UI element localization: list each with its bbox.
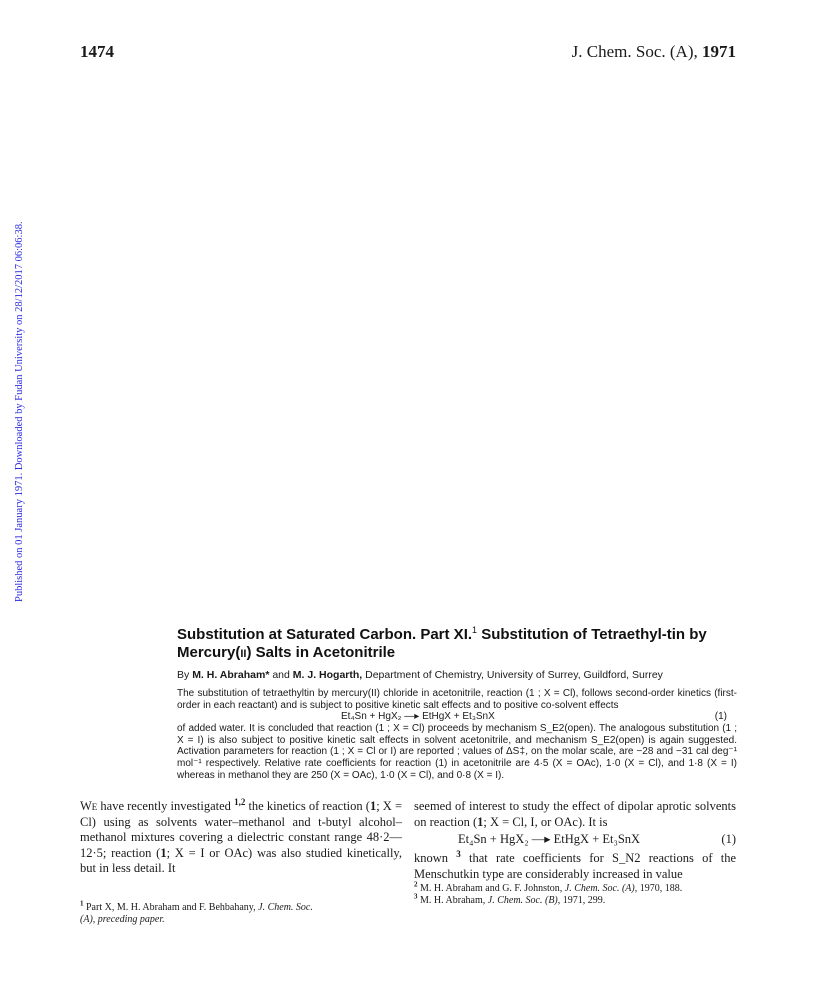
title-footnote-ref: 1 [472,625,478,635]
abstract-equation [177,711,737,723]
journal-name: J. Chem. Soc. (A), [571,42,698,61]
author-byline: By M. H. Abraham* and M. J. Hogarth, Department of Chemistry, University of Surrey, Guildford, Surrey [177,669,663,681]
download-stamp: Published on 01 January 1971. Downloaded by Fudan University on 28/12/2017 06:06:38. [14,221,25,602]
body-paragraph-3: known $^3$ that rate coefficients for S_N2 reactions of the Menschutkin type are considerably increased in value [414,848,737,881]
footnote-3: $^3$ M. H. Abraham, J. Chem. Soc. (B), 1971, 299. [414,892,606,906]
body-column-left [80,796,402,877]
body-equation-number: (1) [721,832,736,846]
author-2: M. J. Hogarth, [292,669,363,681]
body-paragraph-1: We have recently investigated $^{1,2}$ the kinetics of reaction (1; X = Cl) using as solvents water–methanol and t-butyl alcohol–methanol mixtures covering a dielectric constant range 48·2—12·5; reaction (1; X = I or OAc) was also studied kinetically, but in less detail. It [80,796,402,875]
footnote-1: $^1$ Part X, M. H. Abraham and F. Behbahany, J. Chem. Soc. (A), preceding paper. [80,899,313,925]
abstract-paragraph-2: of added water. It is concluded that reaction (1 ; X = Cl) proceeds by mechanism S_E2(open). The analogous substitution (1 ; X = I) is also subject to positive kinetic salt effects in solvent acetonitrile, and mechanism S_E2(open) is again suggested. Activation parameters for reaction (1 ; X = Cl or I) are reported ; values of ΔS‡, on the molar scale, are −28 and −31 cal deg⁻¹ mol⁻¹ respectively. Relative rate coefficients for reaction (1) in acetonitrile are 4·5 (X = OAc), 1·0 (X = Cl), and 1·8 (X = I) whereas in methanol they are 250 (X = OAc), 1·0 (X = Cl), and 0·8 (X = I). [177,723,737,781]
affiliation: Department of Chemistry, University of Surrey, Guildford, Surrey [365,669,663,681]
page-number: 1474 [80,42,114,61]
article-title: Substitution at Saturated Carbon. Part XI.$^1$ Substitution of Tetraethyl-tin by Mercury(ii) Salts in Acetonitrile [177,625,707,661]
abstract-equation-number: (1) [714,711,727,723]
footnotes-right [414,880,736,906]
body-column-right [414,799,736,906]
body-paragraph-2: seemed of interest to study the effect of dipolar aprotic solvents on reaction (1; X = Cl, I, or OAc). It is [414,799,736,829]
author-1: M. H. Abraham [192,669,266,681]
journal-year: 1971 [702,42,736,61]
journal-reference [572,42,736,62]
body-equation [414,832,736,850]
body-equation-text: Et₄Sn + HgX₂ —▸ EtHgX + Et₃SnX [458,832,641,846]
abstract-equation-text: Et₄Sn + HgX₂ —▸ EtHgX + Et₃SnX [341,711,495,723]
abstract-paragraph-1: The substitution of tetraethyltin by mercury(II) chloride in acetonitrile, reaction (1 ; X = Cl), follows second-order kinetics (first-order in each reactant) and is subject to positive kinetic salt effects and to positive co-solvent effects [177,688,737,711]
footnote-2: $^2$ M. H. Abraham and G. F. Johnston, J. Chem. Soc. (A), 1970, 188. [414,880,683,894]
abstract [177,688,737,781]
